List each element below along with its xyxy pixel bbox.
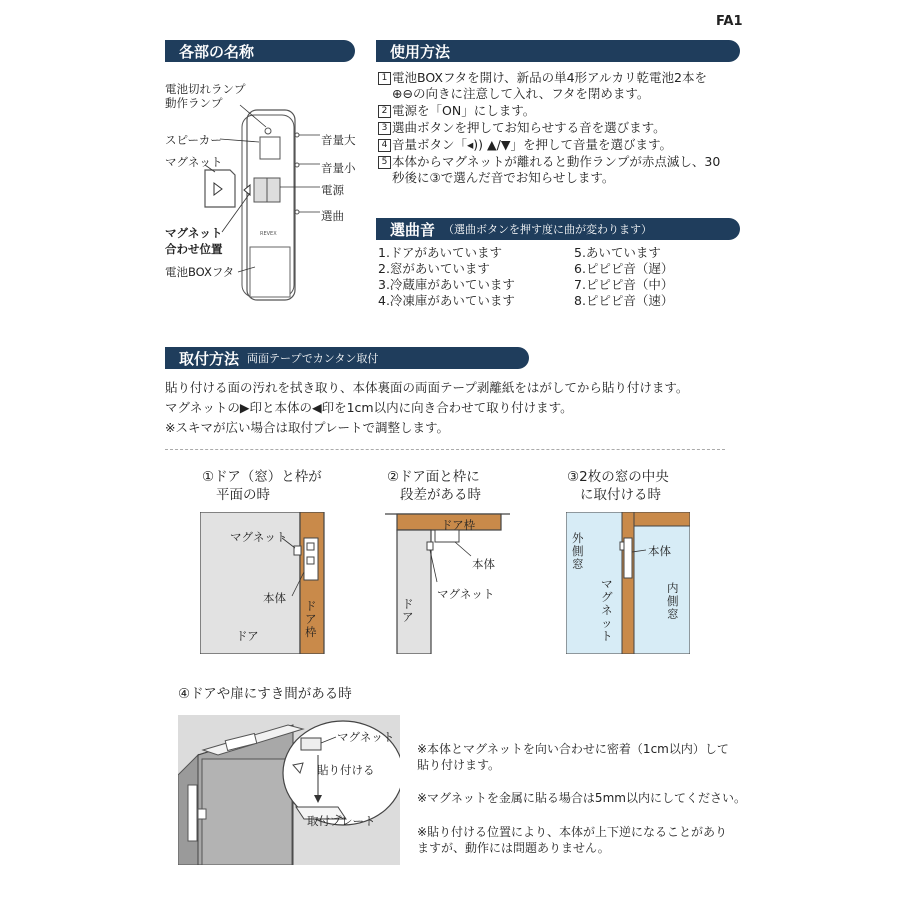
window-center-frame bbox=[622, 512, 634, 654]
tune-5: 5.あいています bbox=[574, 245, 661, 260]
label-vol-down: 音量小 bbox=[321, 161, 356, 175]
tune-8: 8.ピピピ音（速） bbox=[574, 293, 674, 308]
case-2-label-door: ドア bbox=[402, 597, 414, 624]
tune-3: 3.冷蔵庫があいています bbox=[378, 277, 515, 292]
usage-step-5-cont: 秒後に③で選んだ音でお知らせします。 bbox=[392, 170, 615, 185]
case-2-title-2: 段差がある時 bbox=[400, 487, 481, 503]
case-3-title-2: に取付ける時 bbox=[580, 487, 661, 503]
case-1-title-2: 平面の時 bbox=[216, 487, 270, 503]
gap-label-magnet: マグネット bbox=[337, 730, 395, 744]
step-text: 選曲ボタンを押してお知らせする音を選びます。 bbox=[392, 120, 666, 135]
case-2-label-body: 本体 bbox=[472, 557, 495, 571]
tune-2: 2.窓があいています bbox=[378, 261, 490, 276]
case-1-label-frame: ドア枠 bbox=[305, 599, 317, 639]
mounting-header bbox=[165, 347, 529, 369]
label-magnet-align-1: マグネット bbox=[165, 226, 223, 240]
gap-device-body bbox=[188, 785, 197, 841]
step-number: 3 bbox=[378, 122, 391, 135]
label-power: 電源 bbox=[321, 183, 344, 197]
step-number: 5 bbox=[378, 156, 391, 169]
usage-step-1 bbox=[378, 70, 707, 85]
magnet-part bbox=[205, 170, 235, 207]
usage-header bbox=[376, 40, 740, 62]
step-number: 2 bbox=[378, 105, 391, 118]
usage-step-4 bbox=[378, 137, 672, 152]
tunes-header-text: 選曲音 bbox=[390, 220, 436, 239]
case-1-label-door: ドア bbox=[236, 629, 259, 643]
case-1-title-1: ①ドア（窓）と枠が bbox=[202, 469, 322, 485]
case-3-label-outer: 外側窓 bbox=[572, 531, 584, 571]
label-magnet-align-2: 合わせ位置 bbox=[165, 242, 223, 256]
section-divider bbox=[165, 449, 725, 450]
parts-header-text: 各部の名称 bbox=[179, 42, 255, 61]
gap-note-2: ※マグネットを金属に貼る場合は5mm以内にしてください。 bbox=[417, 791, 746, 805]
detail-magnet bbox=[301, 738, 321, 750]
gap-label-stick: 貼り付ける bbox=[317, 763, 375, 777]
label-speaker: スピーカー bbox=[165, 133, 222, 147]
case-2-title-1: ②ドア面と枠に bbox=[387, 469, 480, 485]
case-2-label-frame: ドア枠 bbox=[441, 518, 476, 532]
usage-step-5 bbox=[378, 154, 720, 169]
device-diagram bbox=[160, 75, 360, 305]
step-text: 音量ボタン「◂)) ▲/▼」を押して音量を選びます。 bbox=[392, 137, 672, 152]
tunes-header-sub: （選曲ボタンを押す度に曲が変わります） bbox=[443, 223, 653, 236]
label-vol-up: 音量大 bbox=[321, 133, 356, 147]
tune-1: 1.ドアがあいています bbox=[378, 245, 503, 260]
step-number: 4 bbox=[378, 139, 391, 152]
device-body bbox=[242, 110, 299, 300]
label-battery-cover: 電池BOXフタ bbox=[165, 265, 235, 279]
gap-label-plate: 取付プレート bbox=[307, 814, 376, 828]
usage-header-text: 使用方法 bbox=[390, 42, 451, 61]
step-text: 本体からマグネットが離れると動作ランプが赤点滅し、30 bbox=[392, 154, 721, 169]
device-body bbox=[304, 538, 318, 580]
step-number: 1 bbox=[378, 72, 391, 85]
gap-title: ④ドアや扉にすき間がある時 bbox=[178, 686, 352, 702]
case-3-label-magnet: マグネット bbox=[601, 577, 613, 643]
label-select: 選曲 bbox=[321, 209, 344, 223]
case-3-label-body: 本体 bbox=[648, 544, 671, 558]
case-3-label-inner: 内側窓 bbox=[667, 581, 679, 621]
usage-step-1-cont: ⊕⊖の向きに注意して入れ、フタを閉めます。 bbox=[392, 86, 650, 101]
case-2-label-magnet: マグネット bbox=[437, 587, 495, 601]
gap-magnet bbox=[198, 809, 206, 819]
brand-text: REVEX bbox=[260, 231, 277, 237]
mounting-desc-1: 貼り付ける面の汚れを拭き取り、本体裏面の両面テープ剥離紙をはがしてから貼り付けます。 bbox=[165, 380, 689, 395]
case-1-label-magnet: マグネット bbox=[230, 530, 288, 544]
label-action-lamp: 動作ランプ bbox=[165, 96, 223, 110]
magnet-part bbox=[620, 542, 624, 550]
tunes-header bbox=[376, 218, 740, 240]
case-3-title-1: ③2枚の窓の中央 bbox=[567, 469, 669, 485]
step-text: 電源を「ON」にします。 bbox=[392, 103, 536, 118]
gap-note-1-cont: 貼り付けます。 bbox=[417, 758, 501, 772]
magnet-part bbox=[427, 542, 433, 550]
mounting-desc-2: マグネットの▶印と本体の◀印を1cm以内に向き合わせて取り付けます。 bbox=[165, 400, 573, 415]
mounting-header-text: 取付方法 bbox=[179, 349, 240, 368]
tune-7: 7.ピピピ音（中） bbox=[574, 277, 674, 292]
mounting-desc-3: ※スキマが広い場合は取付プレートで調整します。 bbox=[165, 420, 449, 435]
page-code: FA1 bbox=[716, 14, 743, 29]
device-body bbox=[624, 538, 632, 578]
label-magnet: マグネット bbox=[165, 155, 223, 169]
label-battery-lamp: 電池切れランプ bbox=[165, 82, 246, 96]
step-text: 電池BOXフタを開け、新品の単4形アルカリ乾電池2本を bbox=[392, 70, 707, 85]
tune-6: 6.ピピピ音（遅） bbox=[574, 261, 674, 276]
usage-step-2 bbox=[378, 103, 535, 118]
usage-step-3 bbox=[378, 120, 666, 135]
case-2-diagram bbox=[385, 512, 515, 654]
magnet-part bbox=[294, 546, 301, 555]
gap-note-3-cont: ますが、動作には問題ありません。 bbox=[417, 841, 610, 855]
gap-note-1: ※本体とマグネットを向い合わせに密着（1cm以内）して bbox=[417, 742, 729, 756]
tune-4: 4.冷凍庫があいています bbox=[378, 293, 515, 308]
mounting-header-sub: 両面テープでカンタン取付 bbox=[247, 352, 379, 365]
door-panel bbox=[397, 530, 431, 654]
case-1-label-body: 本体 bbox=[263, 591, 286, 605]
gap-note-3: ※貼り付ける位置により、本体が上下逆になることがあり bbox=[417, 825, 728, 839]
parts-header bbox=[165, 40, 355, 62]
